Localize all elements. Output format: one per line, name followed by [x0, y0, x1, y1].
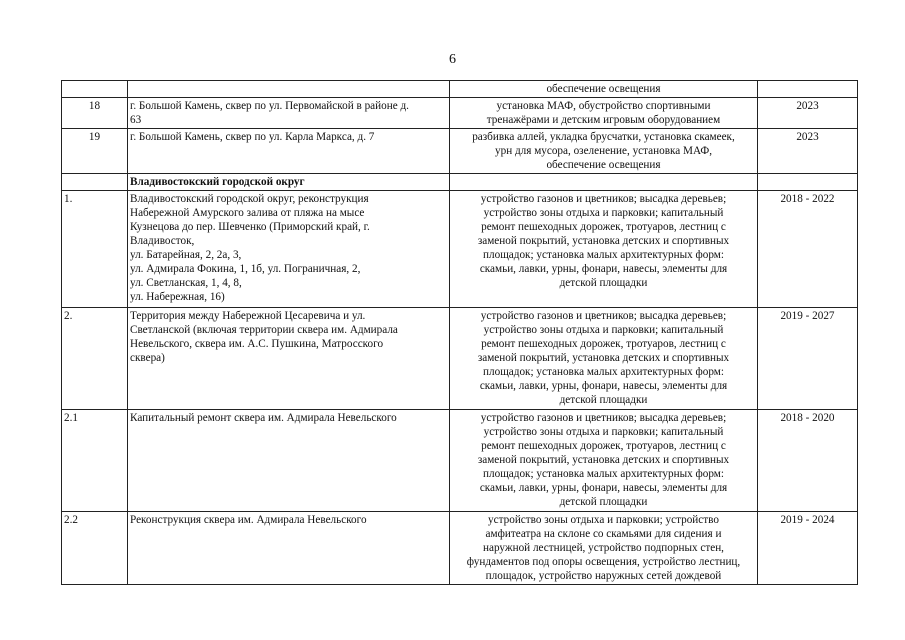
cell-line: обеспечение освещения	[546, 83, 661, 95]
works-cell	[450, 81, 758, 98]
cell-line: площадок, устройство наружных сетей дождевой	[485, 570, 722, 582]
cell-line: обеспечение освещения	[546, 159, 661, 171]
years-cell: 2018 - 2020	[758, 410, 858, 512]
table-row	[62, 410, 858, 512]
cell-line: ремонт пешеходных дорожек, тротуаров, лестниц с	[481, 338, 726, 350]
cell-line: 63	[130, 114, 142, 126]
years-cell: 2018 - 2022	[758, 191, 858, 308]
cell-line: ремонт пешеходных дорожек, тротуаров, лестниц с	[481, 221, 726, 233]
cell-line: устройство зоны отдыха и парковки; капитальный	[483, 324, 724, 336]
cell-line: ул. Светланская, 1, 4, 8,	[130, 277, 242, 289]
cell-line: разбивка аллей, укладка брусчатки, установка скамеек,	[472, 131, 735, 143]
cell-line: заменой покрытий, установка детских и спортивных	[477, 352, 730, 364]
years-cell	[758, 81, 858, 98]
works-cell	[450, 308, 758, 410]
location-cell	[128, 308, 450, 410]
cell-line: фундаментов под опоры освещения, устройство лестниц,	[466, 556, 741, 568]
table-row	[62, 81, 858, 98]
cell-line: устройство газонов и цветников; высадка деревьев;	[480, 310, 727, 322]
cell-line: детской площадки	[559, 394, 648, 406]
works-cell	[450, 129, 758, 174]
row-number-cell: 2.1	[62, 410, 128, 512]
location-cell	[128, 129, 450, 174]
cell-line: ул. Батарейная, 2, 2а, 3,	[130, 249, 242, 261]
cell-line: наружной лестницей, устройство подпорных стен,	[483, 542, 724, 554]
cell-line: детской площадки	[559, 496, 648, 508]
cell-line: Территория между Набережной Цесаревича и ул.	[130, 310, 366, 322]
section-title: Владивостокский городской округ	[128, 174, 450, 191]
cell-line: скамьи, лавки, урны, фонари, навесы, элементы для	[479, 380, 728, 392]
works-cell	[450, 174, 758, 191]
table-row	[62, 191, 858, 308]
cell-line: скамьи, лавки, урны, фонари, навесы, элементы для	[479, 263, 728, 275]
cell-line: заменой покрытий, установка детских и спортивных	[477, 235, 730, 247]
works-cell	[450, 512, 758, 585]
table-row	[62, 308, 858, 410]
table-row	[62, 129, 858, 174]
location-cell	[128, 512, 450, 585]
years-cell: 2023	[758, 129, 858, 174]
row-number-cell: 18	[62, 98, 128, 129]
table-row	[62, 512, 858, 585]
works-cell	[450, 191, 758, 308]
row-number-cell	[62, 81, 128, 98]
cell-line: скамьи, лавки, урны, фонари, навесы, элементы для	[479, 482, 728, 494]
cell-line: детской площадки	[559, 277, 648, 289]
years-cell: 2023	[758, 98, 858, 129]
location-cell	[128, 98, 450, 129]
cell-line: площадок; установка малых архитектурных форм:	[483, 249, 724, 261]
cell-line: Владивосток,	[130, 235, 195, 247]
row-number-cell: 19	[62, 129, 128, 174]
years-cell	[758, 174, 858, 191]
years-cell: 2019 - 2024	[758, 512, 858, 585]
cell-line: устройство зоны отдыха и парковки; капитальный	[483, 207, 724, 219]
cell-line: г. Большой Камень, сквер по ул. Первомайской в районе д.	[130, 100, 409, 112]
cell-line: Светланской (включая территории сквера им. Адмирала	[130, 324, 398, 336]
improvement-table	[61, 80, 858, 585]
cell-line: заменой покрытий, установка детских и спортивных	[477, 454, 730, 466]
cell-line: площадок; установка малых архитектурных форм:	[483, 366, 724, 378]
cell-line: устройство газонов и цветников; высадка деревьев;	[480, 193, 727, 205]
cell-line: установка МАФ, обустройство спортивными	[496, 100, 711, 112]
table-row	[62, 98, 858, 129]
location-cell	[128, 191, 450, 308]
cell-line: площадок; установка малых архитектурных форм:	[483, 468, 724, 480]
cell-line: урн для мусора, озеленение, установка МАФ,	[495, 145, 712, 157]
row-number-cell: 2.	[62, 308, 128, 410]
cell-line: амфитеатра на склоне со скамьями для сидения и	[485, 528, 722, 540]
cell-line: Владивостокский городской округ, реконструкция	[130, 193, 369, 205]
cell-line: устройство зоны отдыха и парковки; устройство	[488, 514, 719, 526]
cell-line: ремонт пешеходных дорожек, тротуаров, лестниц с	[481, 440, 726, 452]
cell-line: ул. Адмирала Фокина, 1, 1б, ул. Пограничная, 2,	[130, 263, 361, 275]
location-cell	[128, 410, 450, 512]
works-cell	[450, 410, 758, 512]
cell-line: ул. Набережная, 16)	[130, 291, 225, 303]
years-cell: 2019 - 2027	[758, 308, 858, 410]
cell-line: тренажёрами и детским игровым оборудованием	[486, 114, 721, 126]
cell-line: Кузнецова до пер. Шевченко (Приморский край, г.	[130, 221, 370, 233]
cell-line: Капитальный ремонт сквера им. Адмирала Невельского	[130, 412, 397, 424]
cell-line: Набережной Амурского залива от пляжа на мысе	[130, 207, 365, 219]
cell-line: сквера)	[130, 352, 165, 364]
works-cell	[450, 98, 758, 129]
cell-line: устройство зоны отдыха и парковки; капитальный	[483, 426, 724, 438]
table-section-row	[62, 174, 858, 191]
row-number-cell: 1.	[62, 191, 128, 308]
row-number-cell	[62, 174, 128, 191]
page-number: 6	[449, 52, 456, 67]
cell-line: устройство газонов и цветников; высадка деревьев;	[480, 412, 727, 424]
cell-line: Реконструкция сквера им. Адмирала Невельского	[130, 514, 367, 526]
cell-line: Невельского, сквера им. А.С. Пушкина, Матросского	[130, 338, 384, 350]
location-cell	[128, 81, 450, 98]
cell-line: г. Большой Камень, сквер по ул. Карла Маркса, д. 7	[130, 131, 375, 143]
row-number-cell: 2.2	[62, 512, 128, 585]
